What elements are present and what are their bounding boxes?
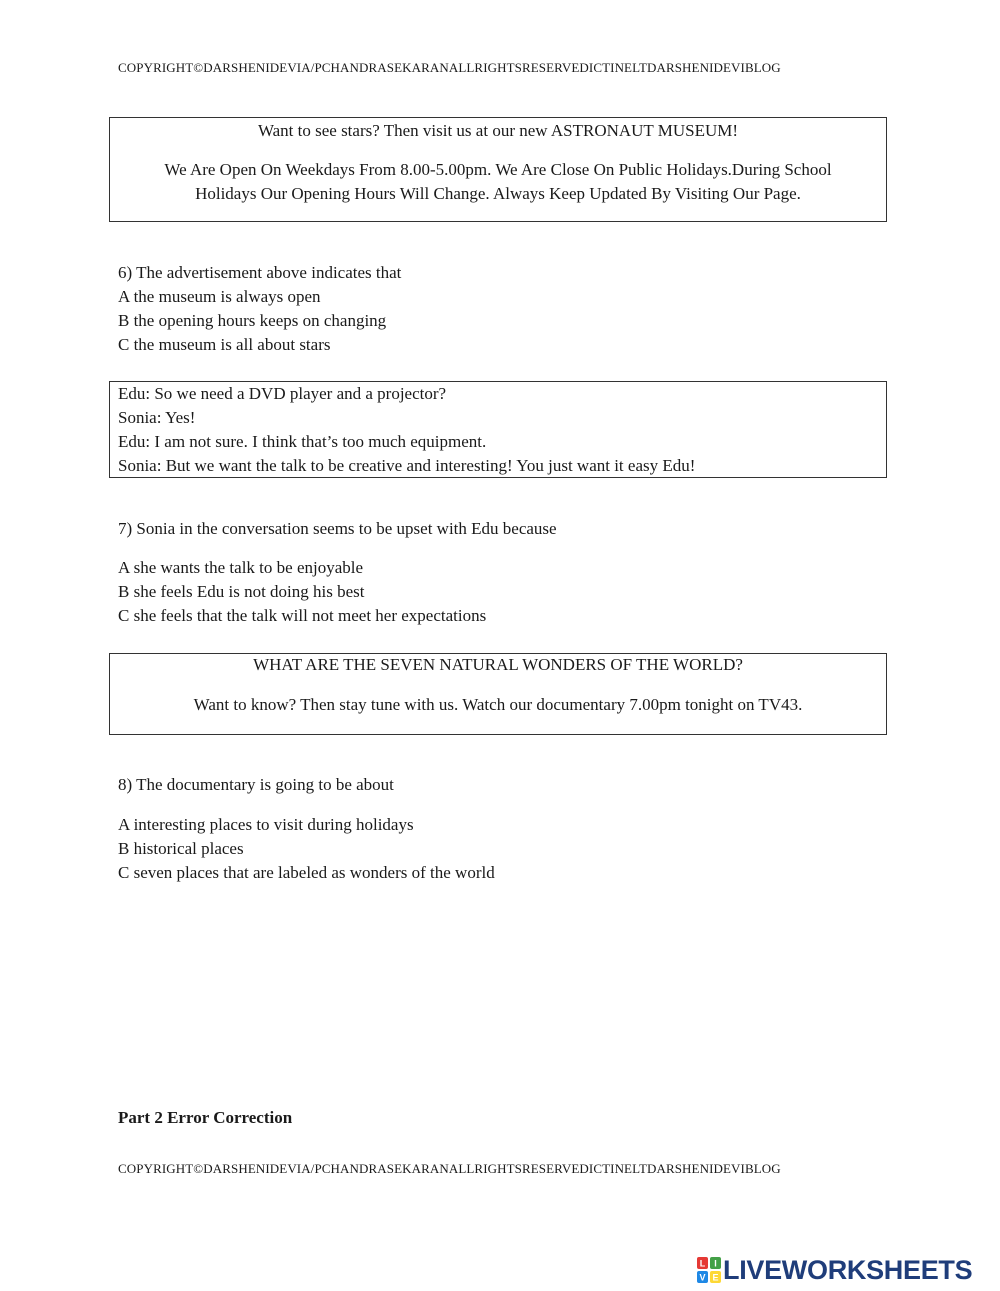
dialogue-line-4: Sonia: But we want the talk to be creative and interesting! You just want it easy Edu! [118,456,696,475]
dialogue-line-1: Edu: So we need a DVD player and a projector? [118,384,447,403]
museum-advertisement [109,117,887,222]
dialogue-box [109,381,887,478]
ad2-body: Want to know? Then stay tune with us. Watch our documentary 7.00pm tonight on TV43. [193,695,803,714]
q7-option-b[interactable]: B she feels Edu is not doing his best [118,582,365,601]
q7-option-c[interactable]: C she feels that the talk will not meet her expectations [118,606,487,625]
liveworksheets-logo[interactable] [697,1253,972,1287]
dialogue-line-3: Edu: I am not sure. I think that’s too much equipment. [118,432,487,451]
question-7: 7) Sonia in the conversation seems to be upset with Edu because [118,519,557,538]
q8-option-b[interactable]: B historical places [118,839,244,858]
liveworksheets-logo-text: LIVEWORKSHEETS [723,1254,973,1285]
ad1-headline: Want to see stars? Then visit us at our new ASTRONAUT MUSEUM! [257,121,739,140]
q6-option-a[interactable]: A the museum is always open [118,287,321,306]
svg-text:E: E [712,1272,719,1283]
svg-text:I: I [714,1258,717,1269]
documentary-advertisement [109,653,887,735]
copyright-footer: COPYRIGHT©DARSHENIDEVIA/PCHANDRASEKARANALLRIGHTSRESERVEDICTINELTDARSHENIDEVIBLOG [118,1161,781,1176]
q7-option-a[interactable]: A she wants the talk to be enjoyable [118,558,364,577]
ad1-body-line1: We Are Open On Weekdays From 8.00-5.00pm. We Are Close On Public Holidays.During School [164,160,832,179]
q8-option-c[interactable]: C seven places that are labeled as wonders of the world [118,863,495,882]
part-2-title: Part 2 Error Correction [118,1108,293,1127]
ad1-body-line2: Holidays Our Opening Hours Will Change. Always Keep Updated By Visiting Our Page. [195,184,801,203]
dialogue-line-2: Sonia: Yes! [118,408,196,427]
question-6: 6) The advertisement above indicates that [118,263,402,282]
q8-option-a[interactable]: A interesting places to visit during holidays [118,815,414,834]
question-8: 8) The documentary is going to be about [118,775,394,794]
svg-text:L: L [699,1258,706,1269]
copyright-header: COPYRIGHT©DARSHENIDEVIA/PCHANDRASEKARANALLRIGHTSRESERVEDICTINELTDARSHENIDEVIBLOG [118,60,781,75]
q6-option-b[interactable]: B the opening hours keeps on changing [118,311,387,330]
svg-text:V: V [699,1272,706,1283]
q6-option-c[interactable]: C the museum is all about stars [118,335,331,354]
ad2-headline: WHAT ARE THE SEVEN NATURAL WONDERS OF THE WORLD? [253,655,743,674]
liveworksheets-logo-mark-icon [697,1257,721,1283]
